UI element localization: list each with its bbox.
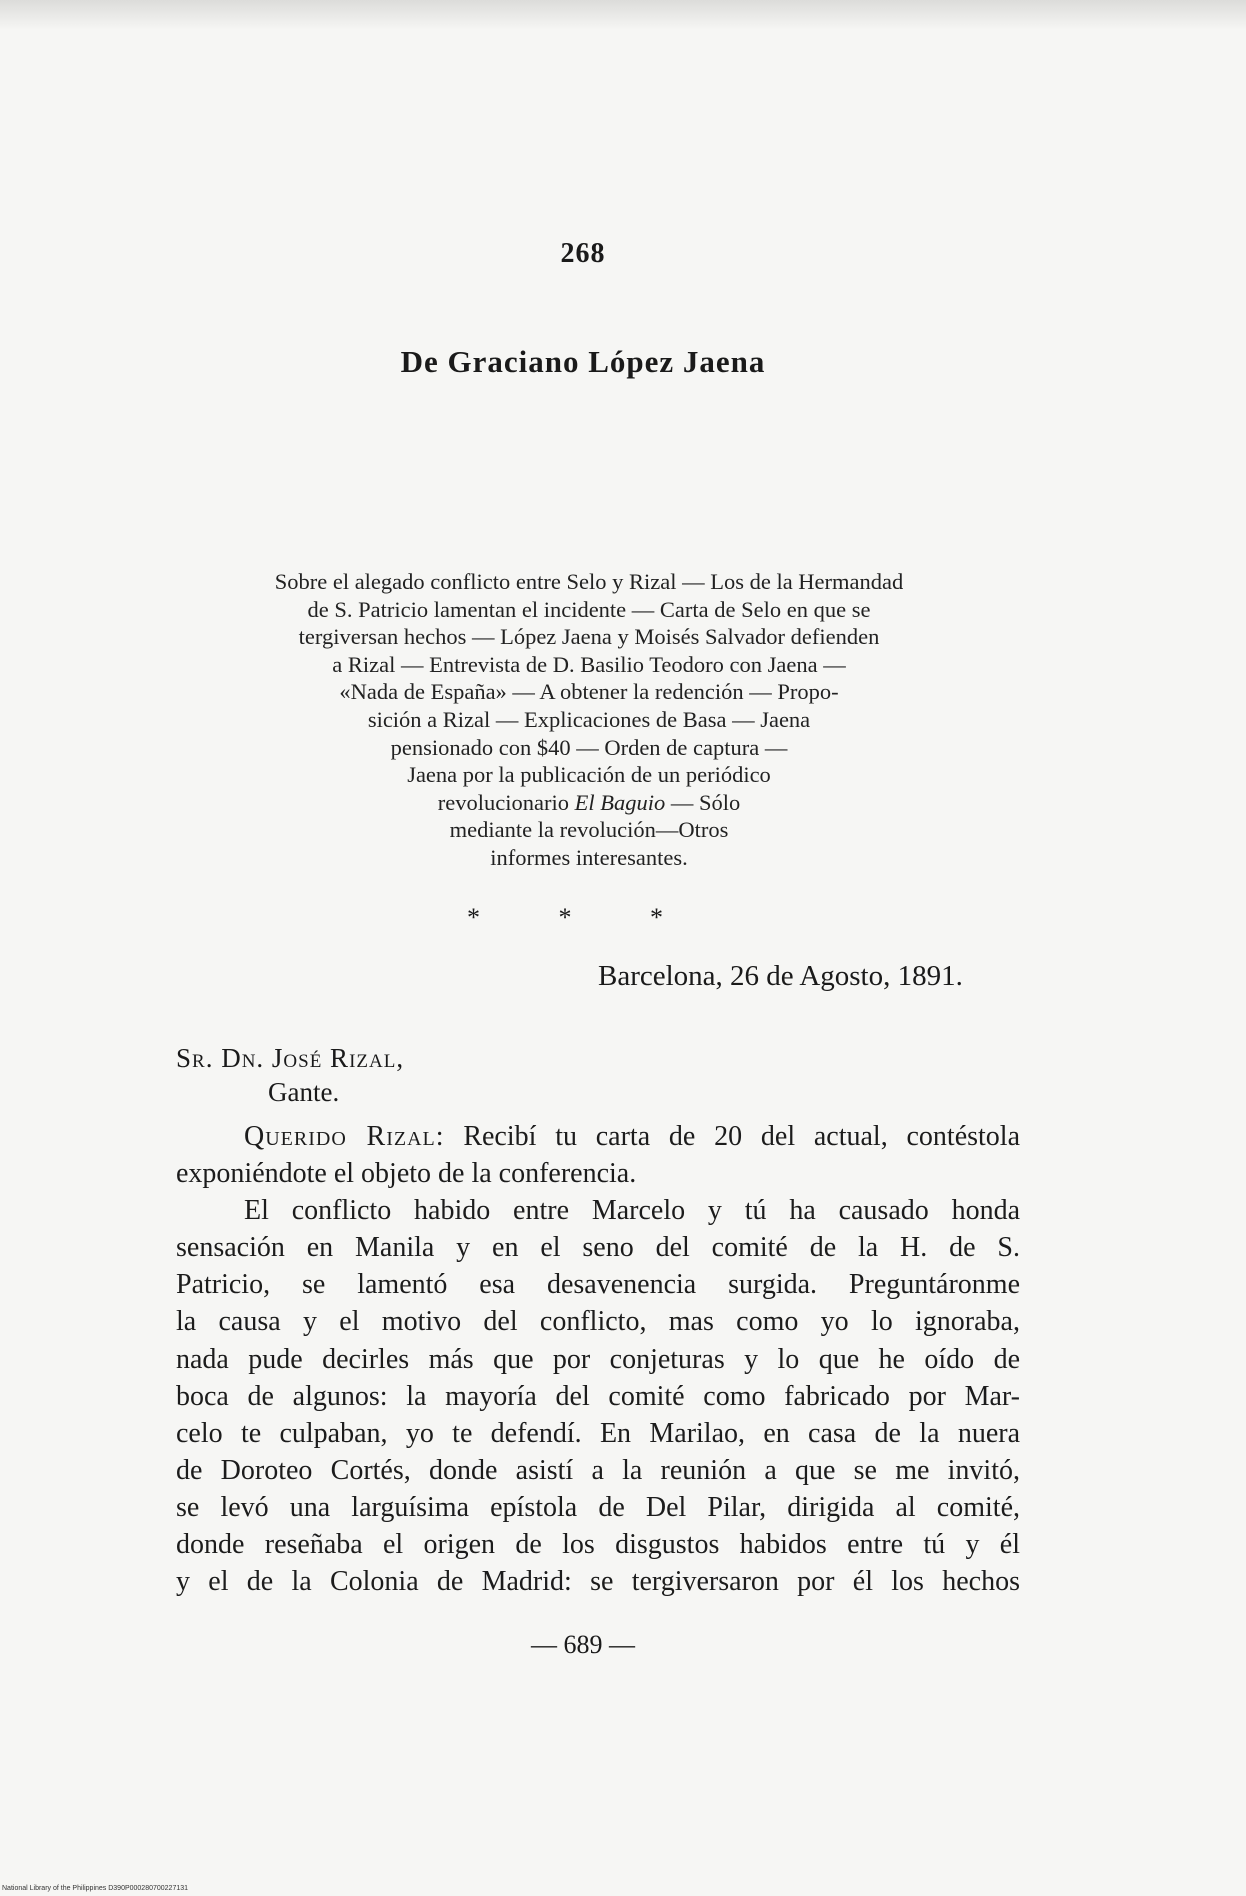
scan-credit: National Library of the Philippines D390P000280700227131 (2, 1885, 189, 1892)
summary-line: de S. Patricio lamentan el incidente — Carta de Selo en que se (307, 596, 871, 622)
body-line: se levó una larguísima epístola de Del Pilar, dirigida al comité, (176, 1491, 1020, 1523)
body-line: exponiéndote el objeto de la conferencia. (176, 1158, 637, 1190)
summary-line: «Nada de España» — A obtener la redención — Propo- (339, 679, 839, 705)
body-line: de Doroteo Cortés, donde asistí a la reunión a que se me invitó, (176, 1454, 1020, 1486)
summary-line: Sobre el alegado conflicto entre Selo y Rizal — Los de la Hermandad (274, 569, 904, 594)
body-line: sensación en Manila y en el seno del comité de la H. de S. (176, 1232, 1020, 1264)
scan-edge-shadow (0, 0, 1246, 30)
letter-summary (164, 568, 1014, 872)
body-text: Recibí tu carta de 20 del actual, contéstola (463, 1121, 1021, 1152)
addressee-city: Gante. (268, 1077, 340, 1107)
page-number: — 689 — (531, 1630, 635, 1659)
summary-line: Jaena por la publicación de un periódico (407, 762, 771, 788)
body-line (176, 1118, 1020, 1155)
letter-body (176, 1118, 1020, 1600)
body-line: Patricio, se lamentó esa desavenencia surgida. Preguntáronme (176, 1269, 1020, 1301)
periodical-title: El Baguio (574, 789, 666, 815)
letter-title: De Graciano López Jaena (400, 344, 766, 379)
document-number: 268 (560, 238, 606, 269)
section-separator: * * * (467, 903, 699, 932)
summary-text: — Sólo (670, 789, 741, 815)
summary-line: mediante la revolución—Otros (449, 817, 729, 843)
body-line: nada pude decirles más que por conjeturas y lo que he oído de (176, 1343, 1020, 1375)
body-line: y el de la Colonia de Madrid: se tergiversaron por él los hechos (176, 1566, 1020, 1598)
summary-line (164, 789, 1014, 817)
summary-line: pensionado con $40 — Orden de captura — (390, 734, 788, 760)
body-line: la causa y el motivo del conflicto, mas como yo lo ignoraba, (176, 1306, 1020, 1338)
summary-line: a Rizal — Entrevista de D. Basilio Teodoro con Jaena — (332, 651, 846, 677)
body-line: boca de algunos: la mayoría del comité como fabricado por Mar- (176, 1380, 1020, 1412)
summary-line: sición a Rizal — Explicaciones de Basa — Jaena (367, 706, 811, 732)
summary-line: tergiversan hechos — López Jaena y Moisés Salvador defienden (298, 624, 880, 650)
summary-text: revolucionario (437, 789, 569, 815)
summary-line: informes interesantes. (490, 844, 688, 870)
letter-dateline: Barcelona, 26 de Agosto, 1891. (598, 960, 963, 992)
body-line: celo te culpaban, yo te defendí. En Marilao, en casa de la nuera (176, 1417, 1020, 1449)
letter-addressee: Sr. Dn. José Rizal, (176, 1043, 405, 1073)
body-line: El conflicto habido entre Marcelo y tú ha causado honda (244, 1195, 1020, 1227)
body-line: donde reseñaba el origen de los disgustos habidos entre tú y él (176, 1529, 1020, 1561)
letter-salutation: Querido Rizal: (244, 1121, 445, 1152)
